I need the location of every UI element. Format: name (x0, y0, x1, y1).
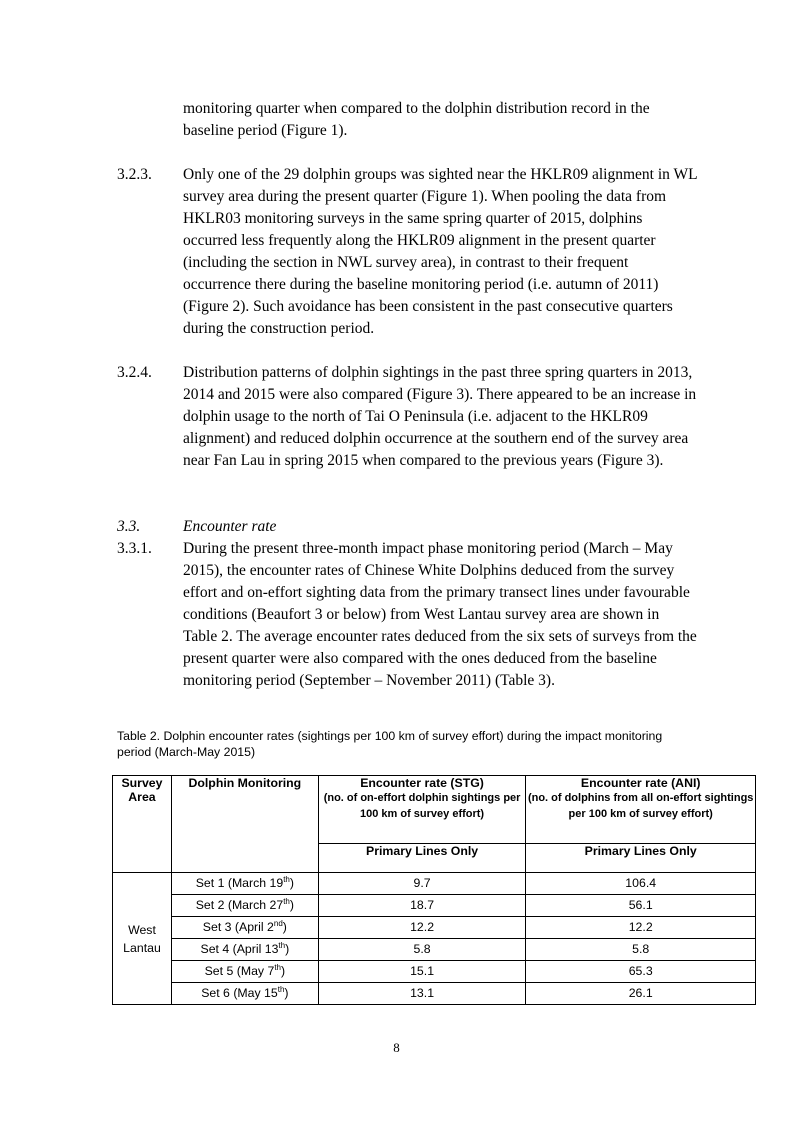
table-row (113, 873, 756, 895)
stg-value-cell: 5.8 (318, 939, 526, 961)
monitoring-set-cell (171, 895, 318, 917)
table-row (113, 895, 756, 917)
ordinal-suffix: th (283, 874, 290, 884)
table-row (113, 961, 756, 983)
paragraph-text: Distribution patterns of dolphin sightings in the past three spring quarters in 2013, 2014 and 2015 were also compared (Figure 3). There appeared to be an increase in dolphin usage to the north of Tai O Peninsula (i.e. adjacent to the HKLR09 alignment) and reduced dolphin occurrence at the southern end of the survey area near Fan Lau in spring 2015 when compared to the previous years (Figure 3). (183, 364, 697, 469)
monitoring-set-cell (171, 873, 318, 895)
header-ani-title: Encounter rate (ANI) (580, 776, 701, 790)
stg-value-cell: 13.1 (318, 983, 526, 1005)
paragraph-text: During the present three-month impact phase monitoring period (March – May 2015), the encounter rates of Chinese White Dolphins deduced from the survey effort and on-effort sighting data from the primary transect lines under favourable conditions (Beaufort 3 or below) from West Lantau survey area are shown in Table 2. The average encounter rates deduced from the six sets of surveys from the present quarter were also compared with the ones deduced from the baseline monitoring period (September – November 2011) (Table 3). (183, 540, 697, 689)
set-label-close: ) (284, 986, 289, 1000)
ani-value-cell: 106.4 (526, 873, 756, 895)
paragraph-text: Only one of the 29 dolphin groups was sighted near the HKLR09 alignment in WL survey area during the present quarter (Figure 1). When pooling the data from HKLR03 monitoring surveys in the same spring quarter of 2015, dolphins occurred less frequently along the HKLR09 alignment in the present quarter (including the section in NWL survey area), in contrast to their frequent occurrence there during the baseline monitoring period (i.e. autumn of 2011) (Figure 2). Such avoidance has been consistent in the past consecutive quarters during the construction period. (183, 166, 697, 337)
set-label: Set 3 (April 2 (202, 920, 274, 934)
ani-value-cell: 65.3 (526, 961, 756, 983)
header-primary-lines-ani: Primary Lines Only (526, 844, 756, 873)
set-label: Set 4 (April 13 (200, 942, 279, 956)
encounter-rate-table (112, 775, 756, 1005)
ani-value-cell: 26.1 (526, 983, 756, 1005)
monitoring-set-cell (171, 983, 318, 1005)
stg-value-cell: 15.1 (318, 961, 526, 983)
monitoring-set-cell (171, 961, 318, 983)
table-row (113, 939, 756, 961)
ani-value-cell: 5.8 (526, 939, 756, 961)
set-label: Set 2 (March 27 (195, 898, 284, 912)
paragraph-number: 3.2.4. (117, 364, 152, 381)
set-label-close: ) (289, 876, 294, 890)
monitoring-set-cell (171, 939, 318, 961)
survey-area-cell: West Lantau (113, 873, 172, 1005)
set-label-close: ) (289, 898, 294, 912)
monitoring-set-cell (171, 917, 318, 939)
header-stg-subtitle: (no. of on-effort dolphin sightings per 100 km of survey effort) (323, 792, 521, 820)
heading-title: Encounter rate (183, 518, 277, 535)
paragraph-number: 3.3.1. (117, 540, 152, 557)
header-stg-title: Encounter rate (STG) (360, 776, 484, 790)
header-ani (526, 776, 756, 844)
paragraph-number: 3.2.3. (117, 166, 152, 183)
table-row (113, 917, 756, 939)
stg-value-cell: 9.7 (318, 873, 526, 895)
ordinal-suffix: th (274, 962, 281, 972)
set-label-close: ) (282, 920, 287, 934)
ordinal-suffix: nd (273, 918, 283, 928)
ani-value-cell: 56.1 (526, 895, 756, 917)
ordinal-suffix: th (278, 940, 286, 950)
set-label-close: ) (285, 942, 290, 956)
heading-number: 3.3. (117, 518, 141, 535)
set-label: Set 6 (May 15 (201, 986, 278, 1000)
header-dolphin-monitoring: Dolphin Monitoring (171, 776, 318, 873)
set-label: Set 5 (May 7 (204, 964, 275, 978)
ani-value-cell: 12.2 (526, 917, 756, 939)
table-row (113, 983, 756, 1005)
ordinal-suffix: th (283, 896, 290, 906)
header-primary-lines-stg: Primary Lines Only (318, 844, 526, 873)
table-caption: Table 2. Dolphin encounter rates (sightings per 100 km of survey effort) during the impact monitoring period (March-May 2015) (117, 729, 663, 759)
stg-value-cell: 12.2 (318, 917, 526, 939)
header-ani-subtitle: (no. of dolphins from all on-effort sightings per 100 km of survey effort) (527, 792, 754, 820)
header-stg (318, 776, 526, 844)
table-body (113, 873, 756, 1005)
stg-value-cell: 18.7 (318, 895, 526, 917)
header-survey-area: Survey Area (113, 776, 172, 873)
set-label: Set 1 (March 19 (195, 876, 284, 890)
ordinal-suffix: th (277, 984, 285, 994)
paragraph-continuation: monitoring quarter when compared to the dolphin distribution record in the baseline period (Figure 1). (183, 100, 650, 139)
page-number: 8 (393, 1040, 400, 1055)
set-label-close: ) (281, 964, 286, 978)
